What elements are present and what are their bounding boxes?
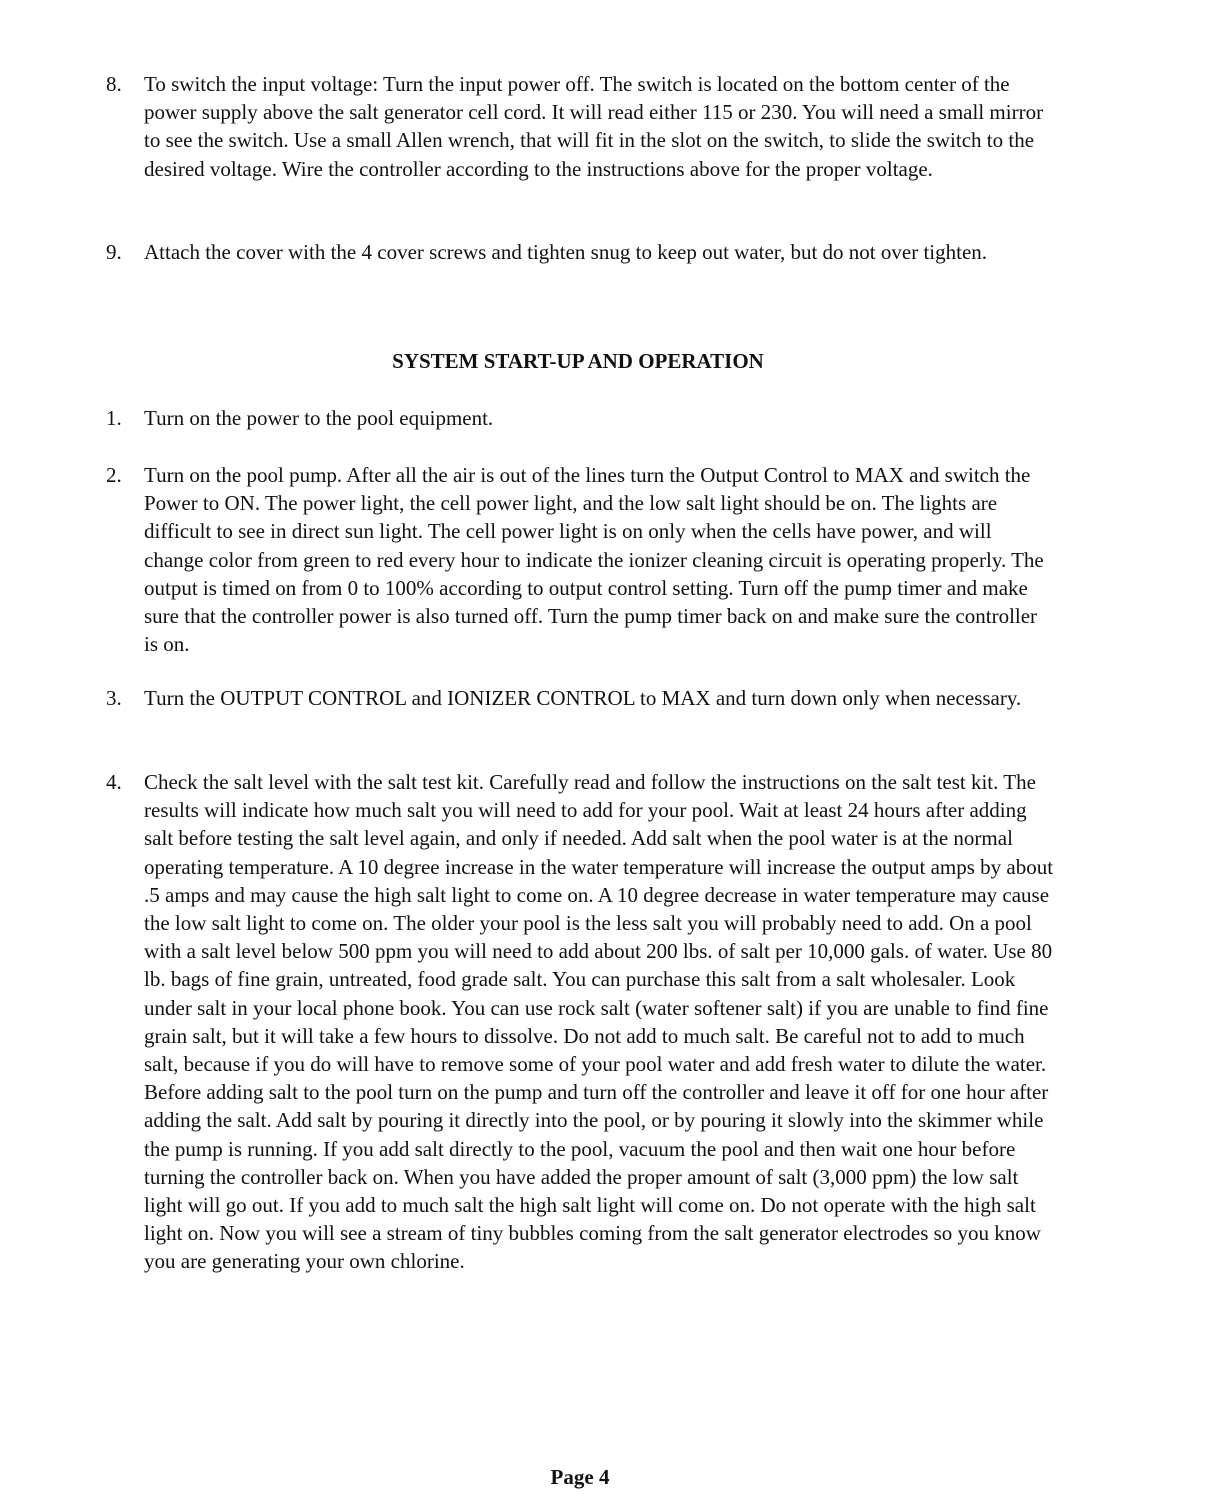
step-number: 8. <box>106 72 122 96</box>
step-text: Attach the cover with the 4 cover screws and tighten snug to keep out water, but do not over tighten. <box>144 240 988 264</box>
step-number: 1. <box>106 406 122 430</box>
step-number: 2. <box>106 463 122 487</box>
section-heading: SYSTEM START-UP AND OPERATION <box>392 349 764 373</box>
step-text: Turn on the power to the pool equipment. <box>144 406 494 430</box>
step-number: 3. <box>106 686 122 710</box>
step-number: 9. <box>106 240 122 264</box>
step-text: Turn the OUTPUT CONTROL and IONIZER CONTROL to MAX and turn down only when necessary. <box>144 686 1022 710</box>
step-number: 4. <box>106 770 122 794</box>
step-text: To switch the input voltage: Turn the input power off. The switch is located on the bottom center of the power supply above the salt generator cell cord. It will read either 115 or 230. You will need a small mirror to see the switch. Use a small Allen wrench, that will fit in the slot on the switch, to slide the switch to the desired voltage. Wire the controller according to the instructions above for the proper voltage. <box>144 72 1044 181</box>
step-text: Turn on the pool pump. After all the air is out of the lines turn the Output Control to MAX and switch the Power to ON. The power light, the cell power light, and the low salt light should be on. The lights are difficult to see in direct sun light. The cell power light is on only when the cells have power, and will change color from green to red every hour to indicate the ionizer cleaning circuit is operating properly. The output is timed on from 0 to 100% according to output control setting. Turn off the pump timer and make sure that the controller power is also turned off. Turn the pump timer back on and make sure the controller is on. <box>144 463 1044 657</box>
page-number: Page 4 <box>550 1465 610 1489</box>
step-text: Check the salt level with the salt test kit. Carefully read and follow the instructions on the salt test kit. The results will indicate how much salt you will need to add for your pool. Wait at least 24 hours after adding salt before testing the salt level again, and only if needed. Add salt when the pool water is at the normal operating temperature. A 10 degree increase in the water temperature will increase the output amps by about .5 amps and may cause the high salt light to come on. A 10 degree decrease in water temperature may cause the low salt light to come on. The older your pool is the less salt you will probably need to add. On a pool with a salt level below 500 ppm you will need to add about 200 lbs. of salt per 10,000 gals. of water. Use 80 lb. bags of fine grain, untreated, food grade salt. You can purchase this salt from a salt wholesaler. Look under salt in your local phone book. You can use rock salt (water softener salt) if you are unable to find fine grain salt, but it will take a few hours to dissolve. Do not add to much salt. Be careful not to add to much salt, because if you do will have to remove some of your pool water and add fresh water to dilute the water. Before adding salt to the pool turn on the pump and turn off the controller and leave it off for one hour after adding the salt. Add salt by pouring it directly into the pool, or by pouring it slowly into the skimmer while the pump is running. If you add salt directly to the pool, vacuum the pool and then wait one hour before turning the controller back on. When you have added the proper amount of salt (3,000 ppm) the low salt light will go out. If you add to much salt the high salt light will come on. Do not operate with the high salt light on. Now you will see a stream of tiny bubbles coming from the salt generator electrodes so you know you are generating your own chlorine. <box>144 770 1054 1274</box>
